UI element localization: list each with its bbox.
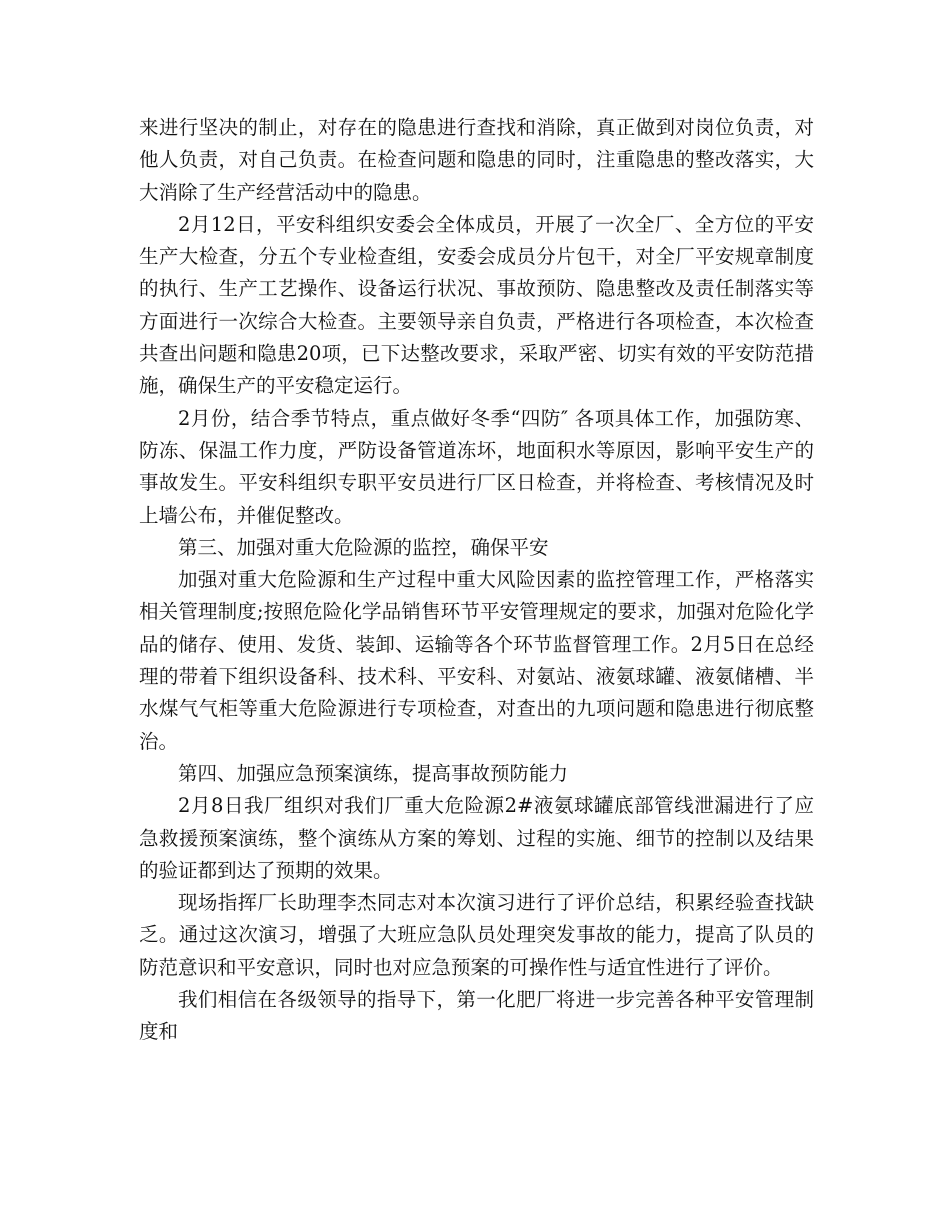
- document-body: [139, 112, 814, 1049]
- paragraph-continuation: 来进行坚决的制止，对存在的隐患进行查找和消除，真正做到对岗位负责，对他人负责，对自己负责。在检查问题和隐患的同时，注重隐患的整改落实，大大消除了生产经营活动中的隐患。: [139, 116, 814, 204]
- paragraph-feb12-inspection: 2月12日，平安科组织安委会全体成员，开展了一次全厂、全方位的平安生产大检查，分五个专业检查组，安委会成员分片包干，对全厂平安规章制度的执行、生产工艺操作、设备运行状况、事故预防、隐患整改及责任制落实等方面进行一次综合大检查。主要领导亲自负责，严格进行各项检查，本次检查共查出问题和隐患20项，已下达整改要求，采取严密、切实有效的平安防范措施，确保生产的平安稳定运行。: [139, 212, 814, 398]
- paragraph-feb8-drill: 2月8日我厂组织对我们厂重大危险源2#液氨球罐底部管线泄漏进行了应急救援预案演练，整个演练从方案的筹划、过程的实施、细节的控制以及结果的验证都到达了预期的效果。: [139, 794, 814, 882]
- section-heading-third: 第三、加强对重大危险源的监控，确保平安: [178, 535, 549, 559]
- section-heading-fourth: 第四、加强应急预案演练，提高事故预防能力: [178, 761, 569, 785]
- paragraph-hazard-monitoring: 加强对重大危险源和生产过程中重大风险因素的监控管理工作，严格落实相关管理制度;按照危险化学品销售环节平安管理规定的要求，加强对危险化学品的储存、使用、发货、装卸、运输等各个环节监督管理工作。2月5日在总经理的带着下组织设备科、技术科、平安科、对氨站、液氨球罐、液氨储槽、半水煤气气柜等重大危险源进行专项检查，对查出的九项问题和隐患进行彻底整治。: [139, 568, 814, 753]
- paragraph-drill-evaluation: 现场指挥厂长助理李杰同志对本次演习进行了评价总结，积累经验查找缺乏。通过这次演习，增强了大班应急队员处理突发事故的能力，提高了队员的防范意识和平安意识，同时也对应急预案的可操作性与适宜性进行了评价。: [139, 891, 814, 979]
- paragraph-february-winter-prevention: 2月份，结合季节特点，重点做好冬季“四防″ 各项具体工作，加强防寒、防冻、保温工作力度，严防设备管道冻坏，地面积水等原因，影响平安生产的事故发生。平安科组织专职平安员进行厂区日检查，并将检查、考核情况及时上墙公布，并催促整改。: [139, 406, 814, 527]
- paragraph-closing: 我们相信在各级领导的指导下，第一化肥厂将进一步完善各种平安管理制度和: [139, 988, 814, 1044]
